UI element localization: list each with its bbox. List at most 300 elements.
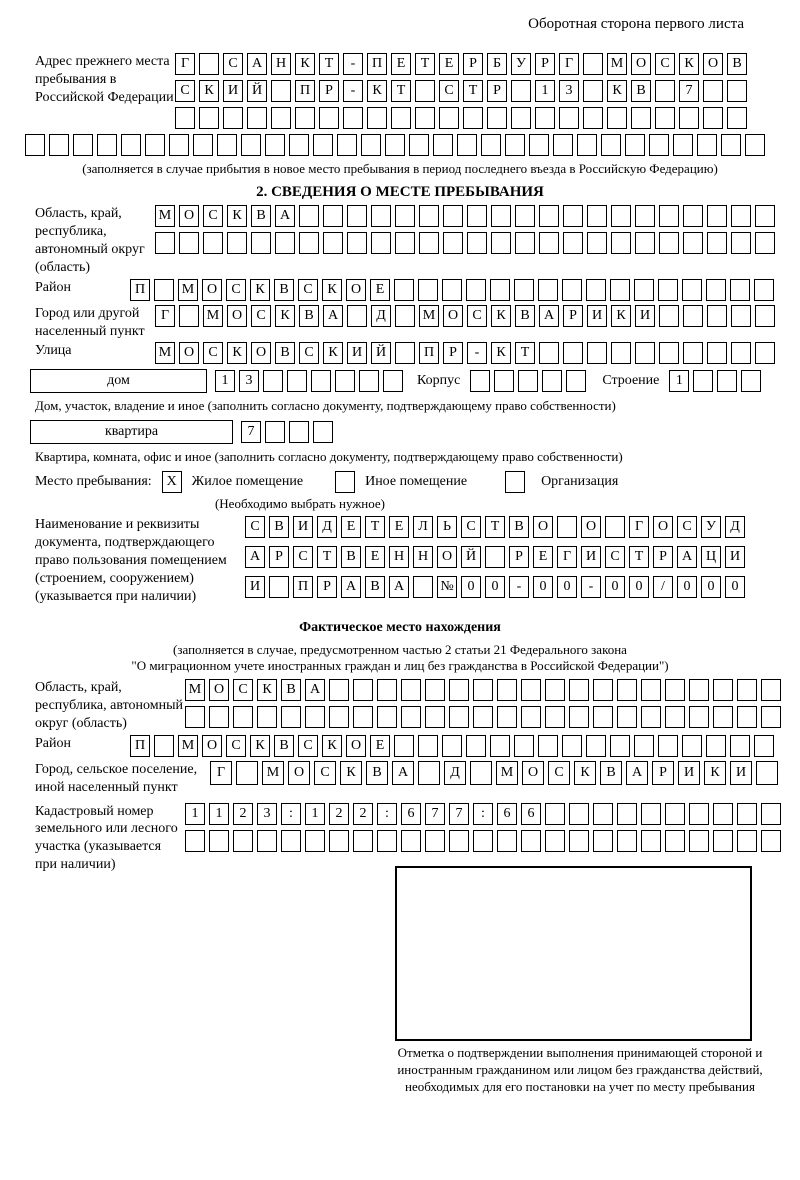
char-box[interactable]: А: [389, 576, 409, 598]
char-box[interactable]: Г: [210, 761, 232, 785]
char-box[interactable]: 0: [557, 576, 577, 598]
char-box[interactable]: О: [533, 516, 553, 538]
char-box[interactable]: [535, 107, 555, 129]
char-box[interactable]: П: [367, 53, 387, 75]
char-box[interactable]: [223, 107, 243, 129]
char-box[interactable]: [377, 706, 397, 728]
char-box[interactable]: /: [653, 576, 673, 598]
char-box[interactable]: С: [175, 80, 195, 102]
char-box[interactable]: [583, 80, 603, 102]
char-box[interactable]: [706, 735, 726, 757]
char-box[interactable]: [754, 735, 774, 757]
char-box[interactable]: [415, 80, 435, 102]
char-box[interactable]: [683, 305, 703, 327]
char-box[interactable]: О: [346, 279, 366, 301]
char-box[interactable]: [287, 370, 307, 392]
char-box[interactable]: [658, 279, 678, 301]
char-box[interactable]: [539, 342, 559, 364]
char-box[interactable]: И: [581, 546, 601, 568]
char-box[interactable]: :: [473, 803, 493, 825]
char-box[interactable]: В: [274, 279, 294, 301]
char-box[interactable]: -: [581, 576, 601, 598]
char-box[interactable]: [269, 576, 289, 598]
char-box[interactable]: [730, 279, 750, 301]
char-box[interactable]: М: [178, 735, 198, 757]
char-box[interactable]: [395, 232, 415, 254]
char-box[interactable]: [347, 305, 367, 327]
char-box[interactable]: [457, 134, 477, 156]
char-box[interactable]: [227, 232, 247, 254]
char-box[interactable]: [611, 205, 631, 227]
char-box[interactable]: Р: [487, 80, 507, 102]
char-box[interactable]: М: [607, 53, 627, 75]
char-box[interactable]: К: [704, 761, 726, 785]
char-box[interactable]: [713, 706, 733, 728]
char-box[interactable]: [538, 279, 558, 301]
char-box[interactable]: [419, 232, 439, 254]
char-box[interactable]: В: [600, 761, 622, 785]
char-box[interactable]: [391, 107, 411, 129]
char-box[interactable]: 2: [233, 803, 253, 825]
char-box[interactable]: Т: [319, 53, 339, 75]
char-box[interactable]: [689, 706, 709, 728]
char-box[interactable]: [418, 735, 438, 757]
char-box[interactable]: Р: [317, 576, 337, 598]
char-box[interactable]: Р: [319, 80, 339, 102]
char-box[interactable]: [635, 232, 655, 254]
char-box[interactable]: [343, 107, 363, 129]
char-box[interactable]: [442, 279, 462, 301]
char-box[interactable]: [634, 735, 654, 757]
char-box[interactable]: [518, 370, 538, 392]
char-box[interactable]: Р: [443, 342, 463, 364]
char-box[interactable]: А: [392, 761, 414, 785]
char-box[interactable]: А: [626, 761, 648, 785]
char-box[interactable]: И: [730, 761, 752, 785]
char-box[interactable]: [323, 205, 343, 227]
char-box[interactable]: [439, 107, 459, 129]
char-box[interactable]: Д: [317, 516, 337, 538]
char-box[interactable]: [713, 830, 733, 852]
char-box[interactable]: [497, 706, 517, 728]
char-box[interactable]: О: [202, 279, 222, 301]
char-box[interactable]: [745, 134, 765, 156]
char-box[interactable]: [295, 107, 315, 129]
char-box[interactable]: [731, 232, 751, 254]
char-box[interactable]: О: [631, 53, 651, 75]
char-box[interactable]: О: [703, 53, 723, 75]
char-box[interactable]: В: [269, 516, 289, 538]
char-box[interactable]: [756, 761, 778, 785]
char-box[interactable]: [569, 679, 589, 701]
char-box[interactable]: [418, 761, 440, 785]
char-box[interactable]: В: [727, 53, 747, 75]
char-box[interactable]: [655, 107, 675, 129]
char-box[interactable]: [545, 803, 565, 825]
char-box[interactable]: [257, 706, 277, 728]
char-box[interactable]: [707, 232, 727, 254]
char-box[interactable]: [683, 232, 703, 254]
char-box[interactable]: [693, 370, 713, 392]
char-box[interactable]: [497, 679, 517, 701]
char-box[interactable]: С: [223, 53, 243, 75]
char-box[interactable]: [577, 134, 597, 156]
char-box[interactable]: [179, 305, 199, 327]
char-box[interactable]: [289, 134, 309, 156]
char-box[interactable]: :: [377, 803, 397, 825]
char-box[interactable]: [542, 370, 562, 392]
char-box[interactable]: [449, 706, 469, 728]
char-box[interactable]: К: [275, 305, 295, 327]
char-box[interactable]: [566, 370, 586, 392]
char-box[interactable]: С: [226, 735, 246, 757]
char-box[interactable]: [545, 830, 565, 852]
char-box[interactable]: [271, 107, 291, 129]
char-box[interactable]: К: [322, 735, 342, 757]
char-box[interactable]: [707, 305, 727, 327]
char-box[interactable]: [25, 134, 45, 156]
char-box[interactable]: [553, 134, 573, 156]
char-box[interactable]: С: [461, 516, 481, 538]
char-box[interactable]: П: [295, 80, 315, 102]
char-box[interactable]: [755, 342, 775, 364]
char-box[interactable]: [683, 205, 703, 227]
char-box[interactable]: [689, 830, 709, 852]
char-box[interactable]: [155, 232, 175, 254]
char-box[interactable]: 0: [677, 576, 697, 598]
char-box[interactable]: [185, 706, 205, 728]
char-box[interactable]: [463, 107, 483, 129]
char-box[interactable]: Р: [509, 546, 529, 568]
char-box[interactable]: [394, 279, 414, 301]
char-box[interactable]: О: [227, 305, 247, 327]
char-box[interactable]: [557, 516, 577, 538]
char-box[interactable]: [311, 370, 331, 392]
char-box[interactable]: [371, 232, 391, 254]
char-box[interactable]: [265, 421, 285, 443]
char-box[interactable]: [731, 205, 751, 227]
char-box[interactable]: [263, 370, 283, 392]
char-box[interactable]: [515, 205, 535, 227]
char-box[interactable]: [641, 830, 661, 852]
char-box[interactable]: [665, 803, 685, 825]
char-box[interactable]: [466, 735, 486, 757]
checkbox[interactable]: [505, 471, 525, 493]
char-box[interactable]: [703, 80, 723, 102]
char-box[interactable]: [323, 232, 343, 254]
char-box[interactable]: С: [251, 305, 271, 327]
char-box[interactable]: П: [293, 576, 313, 598]
char-box[interactable]: [593, 803, 613, 825]
char-box[interactable]: [154, 279, 174, 301]
char-box[interactable]: [49, 134, 69, 156]
char-box[interactable]: [490, 279, 510, 301]
char-box[interactable]: 1: [215, 370, 235, 392]
char-box[interactable]: А: [247, 53, 267, 75]
char-box[interactable]: [395, 342, 415, 364]
char-box[interactable]: [233, 830, 253, 852]
char-box[interactable]: [521, 830, 541, 852]
char-box[interactable]: К: [323, 342, 343, 364]
char-box[interactable]: [257, 830, 277, 852]
char-box[interactable]: Т: [415, 53, 435, 75]
char-box[interactable]: Ь: [437, 516, 457, 538]
char-box[interactable]: А: [539, 305, 559, 327]
char-box[interactable]: [371, 205, 391, 227]
char-box[interactable]: [587, 342, 607, 364]
char-box[interactable]: [121, 134, 141, 156]
char-box[interactable]: Г: [559, 53, 579, 75]
char-box[interactable]: А: [677, 546, 697, 568]
char-box[interactable]: К: [199, 80, 219, 102]
char-box[interactable]: [755, 232, 775, 254]
char-box[interactable]: [737, 830, 757, 852]
char-box[interactable]: [741, 370, 761, 392]
char-box[interactable]: [562, 279, 582, 301]
char-box[interactable]: К: [322, 279, 342, 301]
char-box[interactable]: [367, 107, 387, 129]
char-box[interactable]: И: [347, 342, 367, 364]
char-box[interactable]: [154, 735, 174, 757]
char-box[interactable]: С: [467, 305, 487, 327]
char-box[interactable]: [494, 370, 514, 392]
char-box[interactable]: И: [223, 80, 243, 102]
char-box[interactable]: [529, 134, 549, 156]
char-box[interactable]: О: [202, 735, 222, 757]
char-box[interactable]: [73, 134, 93, 156]
char-box[interactable]: [449, 830, 469, 852]
char-box[interactable]: К: [257, 679, 277, 701]
char-box[interactable]: О: [653, 516, 673, 538]
char-box[interactable]: [659, 205, 679, 227]
char-box[interactable]: [305, 830, 325, 852]
char-box[interactable]: 3: [559, 80, 579, 102]
char-box[interactable]: [545, 679, 565, 701]
char-box[interactable]: -: [343, 80, 363, 102]
char-box[interactable]: К: [574, 761, 596, 785]
char-box[interactable]: 0: [701, 576, 721, 598]
char-box[interactable]: [514, 279, 534, 301]
char-box[interactable]: Н: [271, 53, 291, 75]
char-box[interactable]: [377, 830, 397, 852]
char-box[interactable]: [353, 830, 373, 852]
char-box[interactable]: Т: [485, 516, 505, 538]
char-box[interactable]: О: [179, 342, 199, 364]
char-box[interactable]: Н: [413, 546, 433, 568]
char-box[interactable]: [491, 232, 511, 254]
char-box[interactable]: [442, 735, 462, 757]
char-box[interactable]: [247, 107, 267, 129]
char-box[interactable]: С: [677, 516, 697, 538]
char-box[interactable]: [634, 279, 654, 301]
char-box[interactable]: С: [605, 546, 625, 568]
char-box[interactable]: [145, 134, 165, 156]
char-box[interactable]: [199, 53, 219, 75]
char-box[interactable]: Й: [247, 80, 267, 102]
char-box[interactable]: К: [607, 80, 627, 102]
char-box[interactable]: М: [155, 205, 175, 227]
char-box[interactable]: [97, 134, 117, 156]
char-box[interactable]: С: [203, 342, 223, 364]
char-box[interactable]: [563, 232, 583, 254]
char-box[interactable]: [731, 305, 751, 327]
char-box[interactable]: [593, 679, 613, 701]
char-box[interactable]: [394, 735, 414, 757]
char-box[interactable]: А: [341, 576, 361, 598]
char-box[interactable]: 2: [353, 803, 373, 825]
char-box[interactable]: [641, 803, 661, 825]
char-box[interactable]: К: [250, 735, 270, 757]
char-box[interactable]: П: [419, 342, 439, 364]
char-box[interactable]: Г: [175, 53, 195, 75]
char-box[interactable]: [563, 342, 583, 364]
char-box[interactable]: [717, 370, 737, 392]
char-box[interactable]: [707, 205, 727, 227]
char-box[interactable]: [617, 679, 637, 701]
char-box[interactable]: [305, 706, 325, 728]
char-box[interactable]: [401, 830, 421, 852]
char-box[interactable]: Е: [389, 516, 409, 538]
char-box[interactable]: Р: [463, 53, 483, 75]
char-box[interactable]: В: [274, 735, 294, 757]
char-box[interactable]: [179, 232, 199, 254]
char-box[interactable]: -: [467, 342, 487, 364]
char-box[interactable]: [473, 706, 493, 728]
char-box[interactable]: [587, 205, 607, 227]
char-box[interactable]: С: [245, 516, 265, 538]
char-box[interactable]: О: [251, 342, 271, 364]
char-box[interactable]: [545, 706, 565, 728]
char-box[interactable]: Р: [653, 546, 673, 568]
char-box[interactable]: [635, 205, 655, 227]
char-box[interactable]: И: [245, 576, 265, 598]
char-box[interactable]: [241, 134, 261, 156]
char-box[interactable]: П: [130, 735, 150, 757]
char-box[interactable]: 1: [209, 803, 229, 825]
char-box[interactable]: Й: [371, 342, 391, 364]
char-box[interactable]: [418, 279, 438, 301]
char-box[interactable]: [587, 232, 607, 254]
char-box[interactable]: [329, 830, 349, 852]
char-box[interactable]: 7: [679, 80, 699, 102]
char-box[interactable]: [335, 370, 355, 392]
char-box[interactable]: [611, 232, 631, 254]
char-box[interactable]: [617, 706, 637, 728]
char-box[interactable]: [281, 706, 301, 728]
char-box[interactable]: К: [250, 279, 270, 301]
char-box[interactable]: Н: [389, 546, 409, 568]
char-box[interactable]: [353, 706, 373, 728]
char-box[interactable]: 0: [629, 576, 649, 598]
char-box[interactable]: [617, 803, 637, 825]
char-box[interactable]: [409, 134, 429, 156]
char-box[interactable]: [395, 205, 415, 227]
char-box[interactable]: 0: [461, 576, 481, 598]
char-box[interactable]: 0: [725, 576, 745, 598]
char-box[interactable]: С: [298, 279, 318, 301]
char-box[interactable]: У: [511, 53, 531, 75]
char-box[interactable]: И: [587, 305, 607, 327]
char-box[interactable]: С: [299, 342, 319, 364]
char-box[interactable]: :: [281, 803, 301, 825]
char-box[interactable]: Р: [269, 546, 289, 568]
char-box[interactable]: [754, 279, 774, 301]
char-box[interactable]: [521, 706, 541, 728]
char-box[interactable]: Е: [533, 546, 553, 568]
char-box[interactable]: 0: [485, 576, 505, 598]
char-box[interactable]: 0: [605, 576, 625, 598]
char-box[interactable]: 3: [257, 803, 277, 825]
char-box[interactable]: [491, 205, 511, 227]
char-box[interactable]: Р: [652, 761, 674, 785]
char-box[interactable]: Т: [365, 516, 385, 538]
char-box[interactable]: [703, 107, 723, 129]
char-box[interactable]: -: [343, 53, 363, 75]
char-box[interactable]: В: [281, 679, 301, 701]
house-type-box[interactable]: дом: [30, 369, 207, 393]
char-box[interactable]: [443, 205, 463, 227]
char-box[interactable]: [683, 342, 703, 364]
char-box[interactable]: [467, 232, 487, 254]
char-box[interactable]: [761, 830, 781, 852]
char-box[interactable]: Г: [155, 305, 175, 327]
char-box[interactable]: А: [323, 305, 343, 327]
char-box[interactable]: Т: [391, 80, 411, 102]
char-box[interactable]: [353, 679, 373, 701]
char-box[interactable]: Е: [341, 516, 361, 538]
char-box[interactable]: [271, 80, 291, 102]
char-box[interactable]: [563, 205, 583, 227]
char-box[interactable]: [593, 706, 613, 728]
char-box[interactable]: [209, 706, 229, 728]
char-box[interactable]: [611, 342, 631, 364]
char-box[interactable]: В: [275, 342, 295, 364]
apartment-type-box[interactable]: квартира: [30, 420, 233, 444]
char-box[interactable]: [562, 735, 582, 757]
char-box[interactable]: 6: [521, 803, 541, 825]
char-box[interactable]: 7: [425, 803, 445, 825]
char-box[interactable]: [655, 80, 675, 102]
char-box[interactable]: 2: [329, 803, 349, 825]
char-box[interactable]: [359, 370, 379, 392]
char-box[interactable]: [413, 576, 433, 598]
char-box[interactable]: [635, 342, 655, 364]
char-box[interactable]: О: [179, 205, 199, 227]
char-box[interactable]: [665, 679, 685, 701]
char-box[interactable]: К: [295, 53, 315, 75]
char-box[interactable]: [583, 107, 603, 129]
char-box[interactable]: [481, 134, 501, 156]
char-box[interactable]: [473, 679, 493, 701]
char-box[interactable]: [329, 706, 349, 728]
char-box[interactable]: [449, 679, 469, 701]
char-box[interactable]: [515, 232, 535, 254]
char-box[interactable]: [539, 232, 559, 254]
char-box[interactable]: [485, 546, 505, 568]
char-box[interactable]: С: [233, 679, 253, 701]
char-box[interactable]: [236, 761, 258, 785]
char-box[interactable]: [347, 232, 367, 254]
char-box[interactable]: [217, 134, 237, 156]
char-box[interactable]: [319, 107, 339, 129]
char-box[interactable]: С: [314, 761, 336, 785]
char-box[interactable]: А: [275, 205, 295, 227]
char-box[interactable]: Р: [535, 53, 555, 75]
char-box[interactable]: В: [251, 205, 271, 227]
char-box[interactable]: О: [443, 305, 463, 327]
char-box[interactable]: К: [340, 761, 362, 785]
char-box[interactable]: [569, 803, 589, 825]
